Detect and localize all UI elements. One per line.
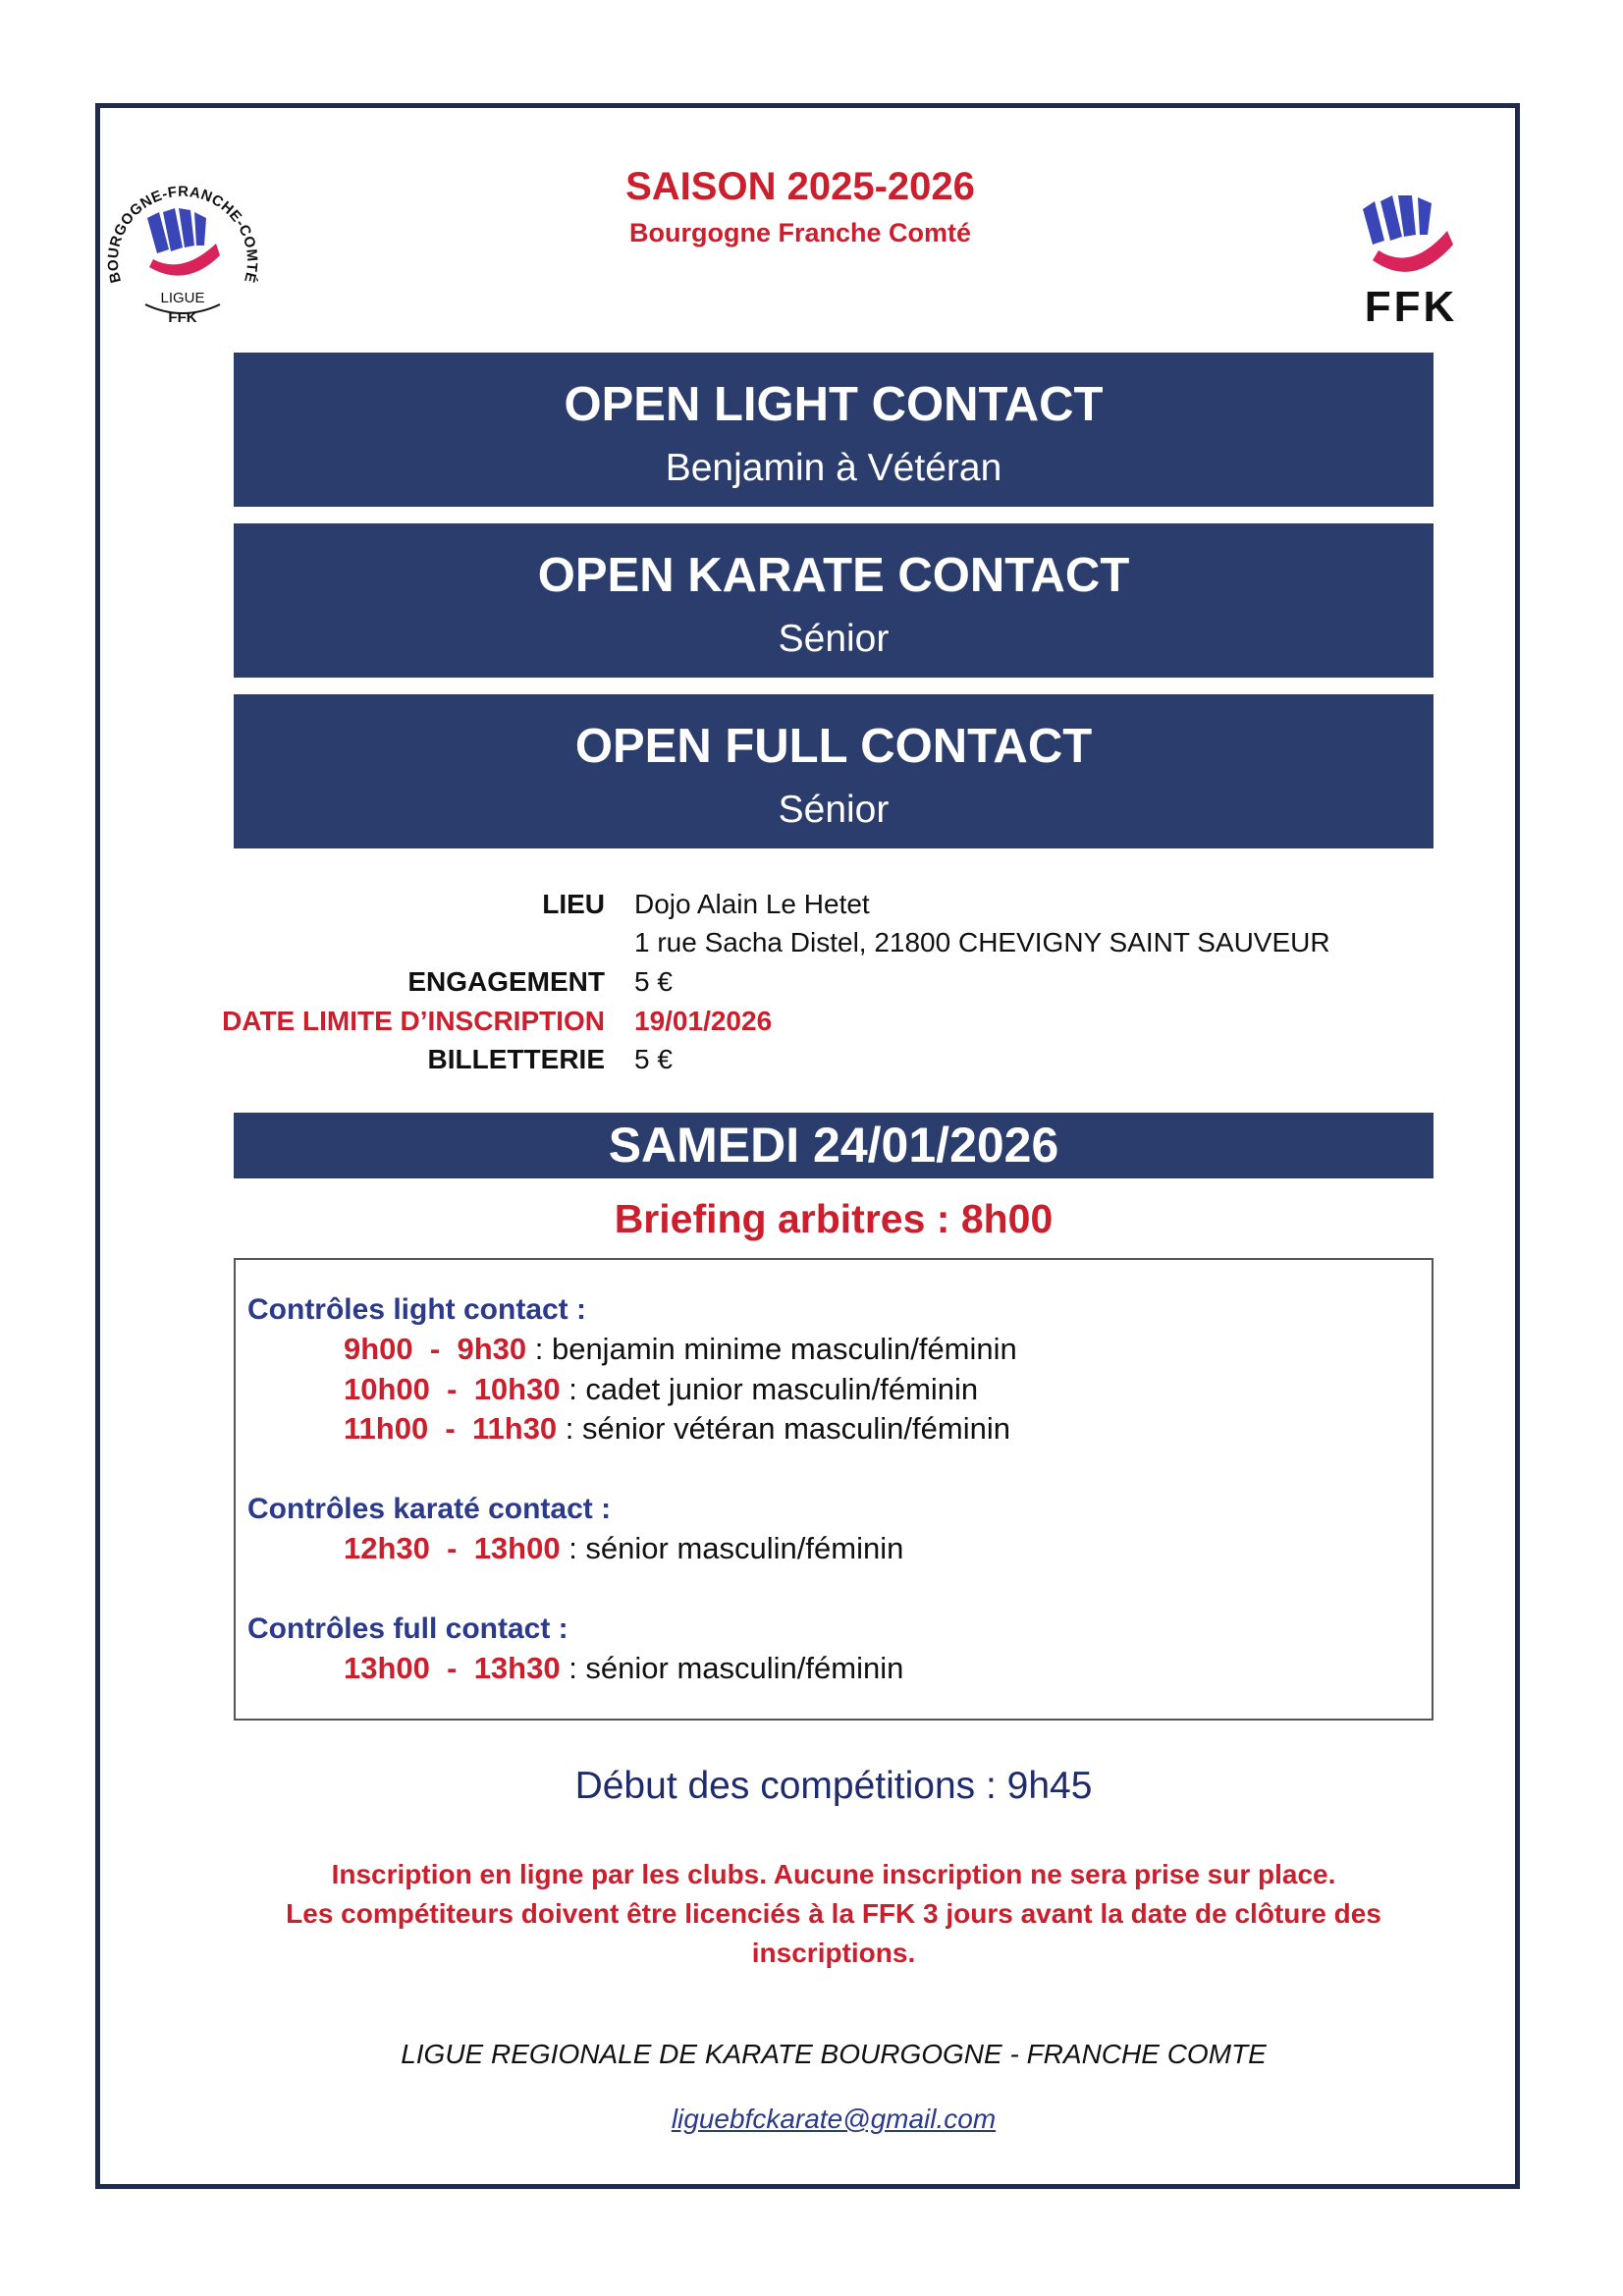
lieu-line1: Dojo Alain Le Hetet [634, 889, 870, 919]
schedule-row [344, 1372, 978, 1407]
start-time: 11h00 [344, 1411, 429, 1446]
banner-title: OPEN KARATE CONTACT [537, 549, 1130, 602]
competition-start: Début des compétitions : 9h45 [574, 1765, 1093, 1807]
banner-full-contact [234, 694, 1434, 848]
time-separator: - [429, 1531, 474, 1565]
ligue-logo [98, 159, 267, 336]
deadline-value: 19/01/2026 [634, 1006, 773, 1036]
light-contact-title: Contrôles light contact : [247, 1293, 586, 1326]
billetterie-label: BILLETTERIE [427, 1044, 605, 1074]
lieu-label: LIEU [542, 889, 605, 919]
banner-title: OPEN FULL CONTACT [574, 720, 1093, 773]
notice-line3: inscriptions. [751, 1938, 916, 1968]
full-contact-title: Contrôles full contact : [247, 1613, 568, 1645]
lieu-line2: 1 rue Sacha Distel, 21800 CHEVIGNY SAINT SAUVEUR [634, 927, 1330, 957]
end-time: 13h00 [473, 1531, 561, 1565]
season-title: SAISON 2025-2026 [625, 165, 975, 208]
karate-contact-title: Contrôles karaté contact : [247, 1493, 612, 1525]
banner-title: OPEN LIGHT CONTACT [564, 378, 1104, 431]
banner-light-contact [234, 353, 1434, 507]
region-subtitle: Bourgogne Franche Comté [628, 218, 972, 247]
notice-line1: Inscription en ligne par les clubs. Aucune inscription ne sera prise sur place. [331, 1859, 1336, 1889]
row-desc: : sénior masculin/féminin [560, 1651, 904, 1685]
banner-subtitle: Sénior [778, 789, 890, 831]
schedule-row [344, 1531, 903, 1566]
billetterie-value: 5 € [634, 1044, 673, 1074]
end-time: 9h30 [457, 1332, 527, 1366]
start-time: 10h00 [344, 1372, 430, 1406]
briefing-time: Briefing arbitres : 8h00 [614, 1196, 1054, 1241]
time-separator: - [429, 1651, 474, 1685]
start-time: 9h00 [344, 1332, 413, 1366]
ligue-logo-line2: FFK [168, 309, 197, 326]
end-time: 11h30 [471, 1411, 558, 1446]
end-time: 10h30 [473, 1372, 561, 1406]
banner-karate-contact [234, 523, 1434, 678]
notice-line2: Les compétiteurs doivent être licenciés à la FFK 3 jours avant la date de clôture des [286, 1898, 1381, 1929]
banner-subtitle: Sénior [778, 618, 890, 660]
engagement-label: ENGAGEMENT [407, 966, 605, 997]
time-separator: - [429, 1372, 474, 1406]
email-link[interactable]: liguebfckarate@gmail.com [671, 2104, 997, 2134]
event-date-banner: SAMEDI 24/01/2026 [234, 1113, 1434, 1178]
row-desc: : sénior masculin/féminin [560, 1531, 904, 1565]
time-separator: - [412, 1332, 458, 1366]
start-time: 13h00 [344, 1651, 430, 1685]
schedule-row [344, 1332, 1017, 1367]
row-desc: : sénior vétéran masculin/féminin [557, 1411, 1010, 1446]
time-separator: - [428, 1411, 472, 1446]
ffk-logo-text: FFK [1364, 283, 1458, 331]
svg-text:BOURGOGNE-FRANCHE-COMTÉ: BOURGOGNE-FRANCHE-COMTÉ [104, 183, 261, 285]
ligue-logo-line1: LIGUE [160, 290, 205, 306]
deadline-label: DATE LIMITE D’INSCRIPTION [222, 1006, 605, 1036]
schedule-row [344, 1411, 1010, 1447]
start-time: 12h30 [344, 1531, 430, 1565]
engagement-value: 5 € [634, 966, 673, 997]
banner-subtitle: Benjamin à Vétéran [665, 447, 1002, 489]
schedule-row [344, 1651, 903, 1686]
ligue-footer: LIGUE REGIONALE DE KARATE BOURGOGNE - FRANCHE COMTE [401, 2039, 1267, 2069]
row-desc: : benjamin minime masculin/féminin [526, 1332, 1017, 1366]
end-time: 13h30 [473, 1651, 561, 1685]
row-desc: : cadet junior masculin/féminin [560, 1372, 979, 1406]
